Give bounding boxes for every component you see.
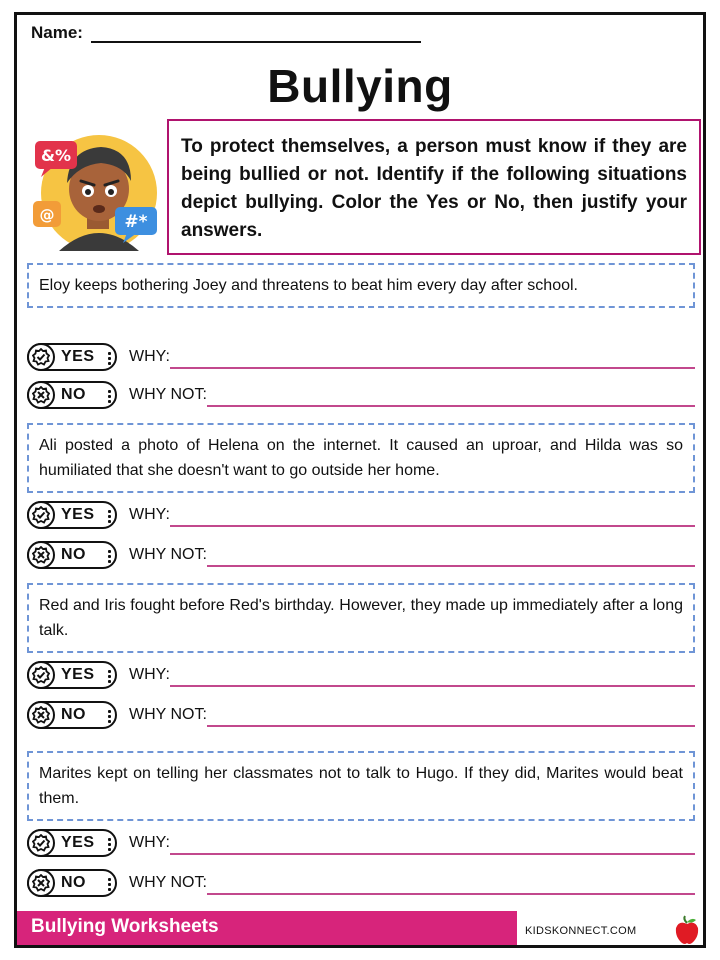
why-label: WHY: bbox=[129, 666, 170, 683]
footer-title: Bullying Worksheets bbox=[17, 911, 517, 945]
why-not-label: WHY NOT: bbox=[129, 706, 207, 723]
avatar-symbols-top: &% bbox=[41, 146, 71, 165]
cross-icon bbox=[27, 381, 55, 409]
check-icon bbox=[27, 343, 55, 371]
name-field-line[interactable] bbox=[91, 25, 421, 43]
yes-label: YES bbox=[61, 506, 95, 523]
worksheet-page bbox=[14, 12, 706, 948]
apple-logo-icon bbox=[673, 915, 701, 945]
why-not-answer-line[interactable] bbox=[207, 387, 695, 407]
avatar-symbols-left: @ bbox=[39, 206, 55, 224]
situation-4: Marites kept on telling her classmates not to talk to Hugo. If they did, Marites would beat them. bbox=[27, 751, 695, 821]
why-answer-line[interactable] bbox=[170, 667, 695, 687]
check-icon bbox=[27, 829, 55, 857]
no-label: NO bbox=[61, 706, 86, 723]
answer-row-yes-1 bbox=[27, 341, 695, 373]
why-not-label: WHY NOT: bbox=[129, 386, 207, 403]
answer-row-yes-4 bbox=[27, 827, 695, 859]
no-label: NO bbox=[61, 546, 86, 563]
cross-icon bbox=[27, 541, 55, 569]
why-not-answer-line[interactable] bbox=[207, 875, 695, 895]
situation-1: Eloy keeps bothering Joey and threatens to beat him every day after school. bbox=[27, 263, 695, 308]
no-badge[interactable] bbox=[27, 381, 117, 409]
page-title: Bullying bbox=[267, 60, 453, 112]
cross-icon bbox=[27, 869, 55, 897]
cross-icon bbox=[27, 701, 55, 729]
footer-brand: KIDSKONNECT.COM bbox=[525, 925, 637, 937]
answer-row-no-1 bbox=[27, 379, 695, 411]
why-not-answer-line[interactable] bbox=[207, 707, 695, 727]
answer-row-no-3 bbox=[27, 699, 695, 731]
why-answer-line[interactable] bbox=[170, 349, 695, 369]
instructions-box: To protect themselves, a person must know if they are being bullied or not. Identify if the following situations depict bullying. Color the Yes or No, then justify your answers. bbox=[167, 119, 701, 255]
yes-badge[interactable] bbox=[27, 501, 117, 529]
why-label: WHY: bbox=[129, 348, 170, 365]
answer-row-no-4 bbox=[27, 867, 695, 899]
situation-2: Ali posted a photo of Helena on the internet. It caused an uproar, and Hilda was so humiliated that she doesn't want to go outside her home. bbox=[27, 423, 695, 493]
check-icon bbox=[27, 501, 55, 529]
no-label: NO bbox=[61, 386, 86, 403]
why-not-label: WHY NOT: bbox=[129, 874, 207, 891]
yes-badge[interactable] bbox=[27, 829, 117, 857]
avatar-symbols-right: #* bbox=[124, 212, 148, 232]
name-row bbox=[31, 23, 421, 43]
name-label: Name: bbox=[31, 23, 83, 42]
no-badge[interactable] bbox=[27, 541, 117, 569]
check-icon bbox=[27, 661, 55, 689]
why-not-label: WHY NOT: bbox=[129, 546, 207, 563]
why-answer-line[interactable] bbox=[170, 507, 695, 527]
answer-row-yes-3 bbox=[27, 659, 695, 691]
yes-label: YES bbox=[61, 348, 95, 365]
angry-kid-illustration bbox=[31, 123, 161, 255]
answer-row-yes-2 bbox=[27, 499, 695, 531]
yes-badge[interactable] bbox=[27, 661, 117, 689]
situation-3: Red and Iris fought before Red's birthday. However, they made up immediately after a long talk. bbox=[27, 583, 695, 653]
why-answer-line[interactable] bbox=[170, 835, 695, 855]
why-label: WHY: bbox=[129, 834, 170, 851]
yes-badge[interactable] bbox=[27, 343, 117, 371]
no-badge[interactable] bbox=[27, 869, 117, 897]
yes-label: YES bbox=[61, 666, 95, 683]
why-not-answer-line[interactable] bbox=[207, 547, 695, 567]
answer-row-no-2 bbox=[27, 539, 695, 571]
yes-label: YES bbox=[61, 834, 95, 851]
no-badge[interactable] bbox=[27, 701, 117, 729]
no-label: NO bbox=[61, 874, 86, 891]
why-label: WHY: bbox=[129, 506, 170, 523]
